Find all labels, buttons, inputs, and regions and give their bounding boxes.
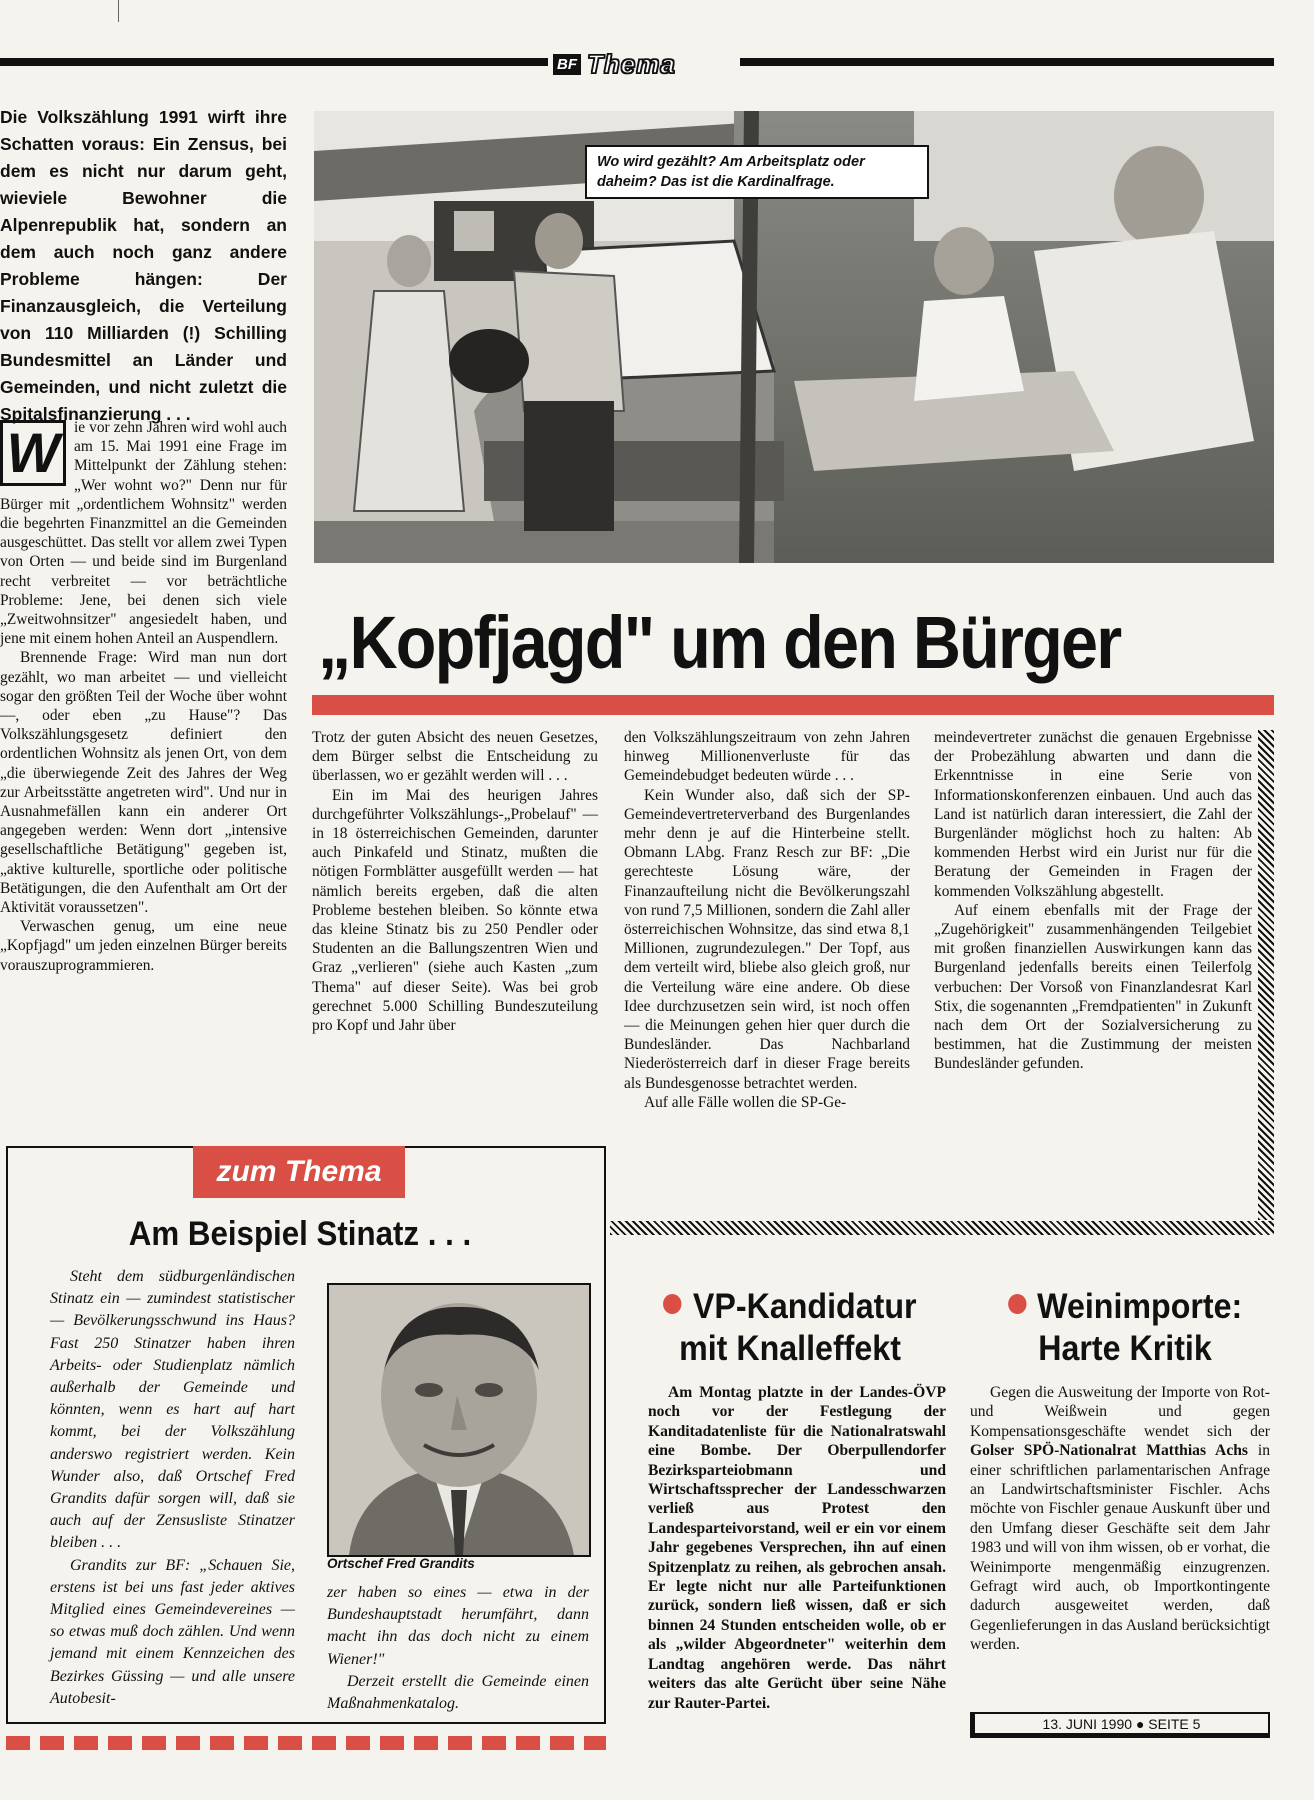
article-paragraph: meindevertreter zunächst die genauen Ergebnisse der Probezählung abwarten und dann die Erkenntnisse in eine Serie von Informationskonferenzen einbauen. Und auch das Land ist natürlich daran interessiert, die Zahl der Burgenländer möglichst hoch zu halten: Ab kommenden Herbst wird ein Jurist nur für die Beratung der Gemeinden in Fragen der kommenden Volkszählung abgestellt.	[934, 729, 1252, 900]
news2-title-line1: Weinimporte:	[1037, 1287, 1243, 1326]
section-logo	[553, 50, 728, 78]
header-rule-right	[740, 58, 1274, 66]
dashed-border	[6, 1736, 606, 1750]
article-paragraph: Ein im Mai des heurigen Jahres durchgeführter Volkszählungs-„Probelauf" — in 18 österreichischen Gemeinden, darunter auch Pinkafeld und Stinatz, mußten die nötigen Formblätter ausgefüllt werden — hat nämlich bereits ergeben, daß die alten Probleme bestehen bleiben. So könnte etwa das kleine Stinatz bis zu 250 Pendler oder Studenten an die Ballungszentren Wien und Graz „verlieren" (siehe auch Kasten „zum Thema" auf dieser Seite). Was bei grob gerechnet 5.000 Schilling Bundeszuteilung pro Kopf und Jahr über	[312, 786, 598, 1035]
article-paragraph: Trotz der guten Absicht des neuen Gesetzes, dem Bürger selbst die Entscheidung zu überlassen, wo er gezählt werden will . . .	[312, 729, 598, 785]
news2-title-line2: Harte Kritik	[1038, 1329, 1212, 1368]
box-paragraph: Steht dem südburgenländischen Stinatz ein — zumindest statistischer — Bevölkerungsschwund ins Haus? Fast 250 Stinatzer haben ihren Arbeits- oder Studienplatz nämlich außerhalb der Gemeinde und könnten, wenn es hart auf hart kommt, bei der Volkszählung anderswo registriert werden. Kein Wunder also, daß Ortschef Fred Grandits dafür sorgen will, daß sie auch auf der Zensusliste Stinatzer bleiben . . .	[50, 1268, 295, 1552]
dropcap: W	[0, 420, 66, 486]
news1-text	[648, 1383, 946, 1713]
article-paragraph: Verwaschen genug, um eine neue „Kopfjagd" um jeden einzelnen Bürger bereits vorauszuprogrammieren.	[0, 918, 287, 974]
bullet-dot	[663, 1294, 681, 1314]
photo-caption: Wo wird gezählt? Am Arbeitsplatz oder daheim? Das ist die Kardinalfrage.	[585, 145, 929, 199]
article-paragraph: Kein Wunder also, daß sich der SP-Gemeindevertreterverband des Burgenlandes mehr denn je auf die Hinterbeine stellt. Obmann LAbg. Franz Resch zur BF: „Die gerechteste Lösung wäre, der Finanzaufteilung nicht die Bevölkerungszahl von rund 7,5 Millionen, sondern die Zahl aller österreichischen Wohnsitze, das sind etwa 8,1 Millionen, zugrundezulegen." Der Topf, aus dem verteilt wird, bliebe also gleich groß, nur die Verteilung wäre eine andere. Ob diese Idee durchzusetzen sein wird, ist noch offen — die Meinungen gehen hier quer durch die Bundesländer. Das Nachbarland Niederösterreich darf in dieser Frage bereits als Bundesgenosse betrachtet werden.	[624, 786, 910, 1092]
article-paragraph: Brennende Frage: Wird man nun dort gezählt, wo man arbeitet — und vielleicht sogar den größten Teil der Woche über wohnt —, oder eben „zu Hause"? Das Volkszählungsgesetz definiert den ordentlichen Wohnsitz als jenen Ort, von dem „die überwiegende Zeit des Jahres der Weg zur Arbeitsstätte angetreten wird". Und nur in Ausnahmefällen kann ein anderer Ort angegeben werden: Wenn dort „intensive gesellschaftliche Betätigung" gegeben ist, „aktive kulturelle, sportliche oder politische Betätigungen, die den Aufenthalt am Ort der Aktivität voraussetzen".	[0, 649, 287, 917]
crop-mark	[118, 0, 119, 22]
box-paragraph: Grandits zur BF: „Schauen Sie, erstens ist bei uns fast jeder aktives Mitglied eines Gemeindevereines — so etwas muß doch zählen. Und wenn jemand mit einem Kennzeichen des Bezirkes Güssing — und alle unsere Autobesit-	[50, 1556, 295, 1707]
article-paragraph: den Volkszählungszeitraum von zehn Jahren hinweg Millionenverluste für das Gemeindebudget bedeuten würde . . .	[624, 729, 910, 785]
box-paragraph: zer haben so eines — etwa in der Bundeshauptstadt herumfährt, dann macht ihn das doch nicht zu einem Wiener!"	[327, 1584, 589, 1668]
news1-title-line2: mit Knalleffekt	[679, 1329, 901, 1368]
box-text-right	[327, 1582, 589, 1715]
article-column-2	[312, 728, 598, 1035]
footer-page: SEITE 5	[1148, 1716, 1201, 1732]
article-column-3	[624, 728, 910, 1112]
box-paragraph: Derzeit erstellt die Gemeinde einen Maßnahmenkatalog.	[327, 1672, 589, 1713]
footer-bullet: ●	[1135, 1716, 1145, 1732]
news2-title	[992, 1286, 1259, 1370]
page-title: „Kopfjagd" um den Bürger	[318, 601, 1121, 684]
article-paragraph: Auf alle Fälle wollen die SP-Ge-	[644, 1093, 847, 1111]
news1-title-line1: VP-Kandidatur	[692, 1287, 917, 1326]
portrait-photo	[327, 1283, 591, 1557]
article-column-4	[934, 728, 1252, 1074]
header-rule-left	[0, 58, 548, 66]
thema-logo: Thema	[587, 48, 676, 79]
news1-paragraph: Am Montag platzte in der Landes-ÖVP noch vor der Festlegung der Kanditadatenliste für die Nationalratswahl eine Bombe. Der Oberpullendorfer Bezirksparteiobmann und Wirtschaftssprecher der Landesschwarzen verließ aus Protest den Landesparteivorstand, weil er ein vor einem Jahr gegebenes Versprechen, ihn auf einen Spitzenplatz zu reihen, als gebrochen ansah. Er legte nicht nur alle Parteifunktionen zurück, sondern ließ wissen, daß er sich binnen 24 Stunden entscheiden wolle, ob er als „wilder Abgeordneter" weiterhin dem Landtag angehören werde. Das nährt weiters das alte Gerücht über seine Nähe zur Rauter-Partei.	[648, 1384, 946, 1712]
intro-lead: Die Volkszählung 1991 wirft ihre Schatten voraus: Ein Zensus, bei dem es nicht nur darum geht, wieviele Bewohner die Alpenrepublik hat, sondern an dem auch noch ganz andere Probleme hängen: Der Finanzausgleich, die Verteilung von 110 Milliarden (!) Schilling Bundesmittel an Länder und Gemeinden, und nicht zuletzt die Spitalsfinanzierung . . .	[0, 107, 287, 424]
article-paragraph: Auf einem ebenfalls mit der Frage der „Zugehörigkeit" zusammenhängenden Teilgebiet mit großen finanziellen Auswirkungen kann das Burgenland jedenfalls bereits einen Teilerfolg verbuchen: Der Vorsoß von Finanzlandesrat Karl Stix, die sogenannten „Fremdpatienten" in Zukunft nach dem Ort der Sozialversicherung zu bestimmen, hat die Zustimmung der meisten Bundesländer gefunden.	[934, 901, 1252, 1073]
article-column-1	[0, 418, 287, 975]
footer-date: 13. JUNI 1990	[1042, 1716, 1133, 1732]
article-paragraph: ie vor zehn Jahren wird wohl auch am 15. Mai 1991 eine Frage im Mittelpunkt der Zählung stehen: „Wer wohnt wo?" Denn nur für Bürger mit „ordentlichem Wohnsitz" werden die begehrten Finanzmittel an die Gemeinden ausgeschüttet. Das stellt vor allem zwei Typen von Orten — und beide sind im Burgenland recht verbreitet — vor beträchtliche Probleme: Jene, bei denen sich viele „Zweitwohnsitzer" angesiedelt haben, und jene mit einem hohen Anteil an Auspendlern.	[0, 419, 287, 648]
shadow-bottom	[610, 1221, 1274, 1235]
page-footer	[970, 1712, 1270, 1738]
shadow-right	[1258, 730, 1274, 1220]
box-title: Am Beispiel Stinatz . . .	[128, 1215, 472, 1253]
news2-text	[970, 1383, 1270, 1655]
portrait-illustration	[329, 1285, 589, 1555]
news2-bold-name: Golser SPÖ-Nationalrat Matthias Achs	[970, 1442, 1248, 1460]
bullet-dot	[1008, 1294, 1026, 1314]
news2-paragraph: Gegen die Ausweitung der Importe von Rot- und Weißwein und gegen Kompensationsgeschäfte wendet sich der Golser SPÖ-Nationalrat Matthias Achs in einer schriftlichen parlamentarischen Anfrage an Landwirtschaftsminister Fischler. Achs möchte von Fischler genaue Auskunft über und den Umfang dieser Geschäfte seit dem Jahr 1983 und will von ihm wissen, ob er vorhat, die Weinimporte mengenmäßig einzugrenzen. Gefragt wird auch, ob Importkontingente dadurch ausgeweitet werden, daß Gegenlieferungen in das Ausland berücksichtigt werden.	[970, 1384, 1270, 1654]
zum-thema-badge: zum Thema	[193, 1146, 405, 1198]
news1-title	[652, 1286, 928, 1370]
headline-bar	[312, 695, 1274, 715]
box-text-left	[50, 1266, 295, 1710]
bf-logo: BF	[553, 54, 581, 75]
portrait-caption: Ortschef Fred Grandits	[327, 1556, 475, 1571]
